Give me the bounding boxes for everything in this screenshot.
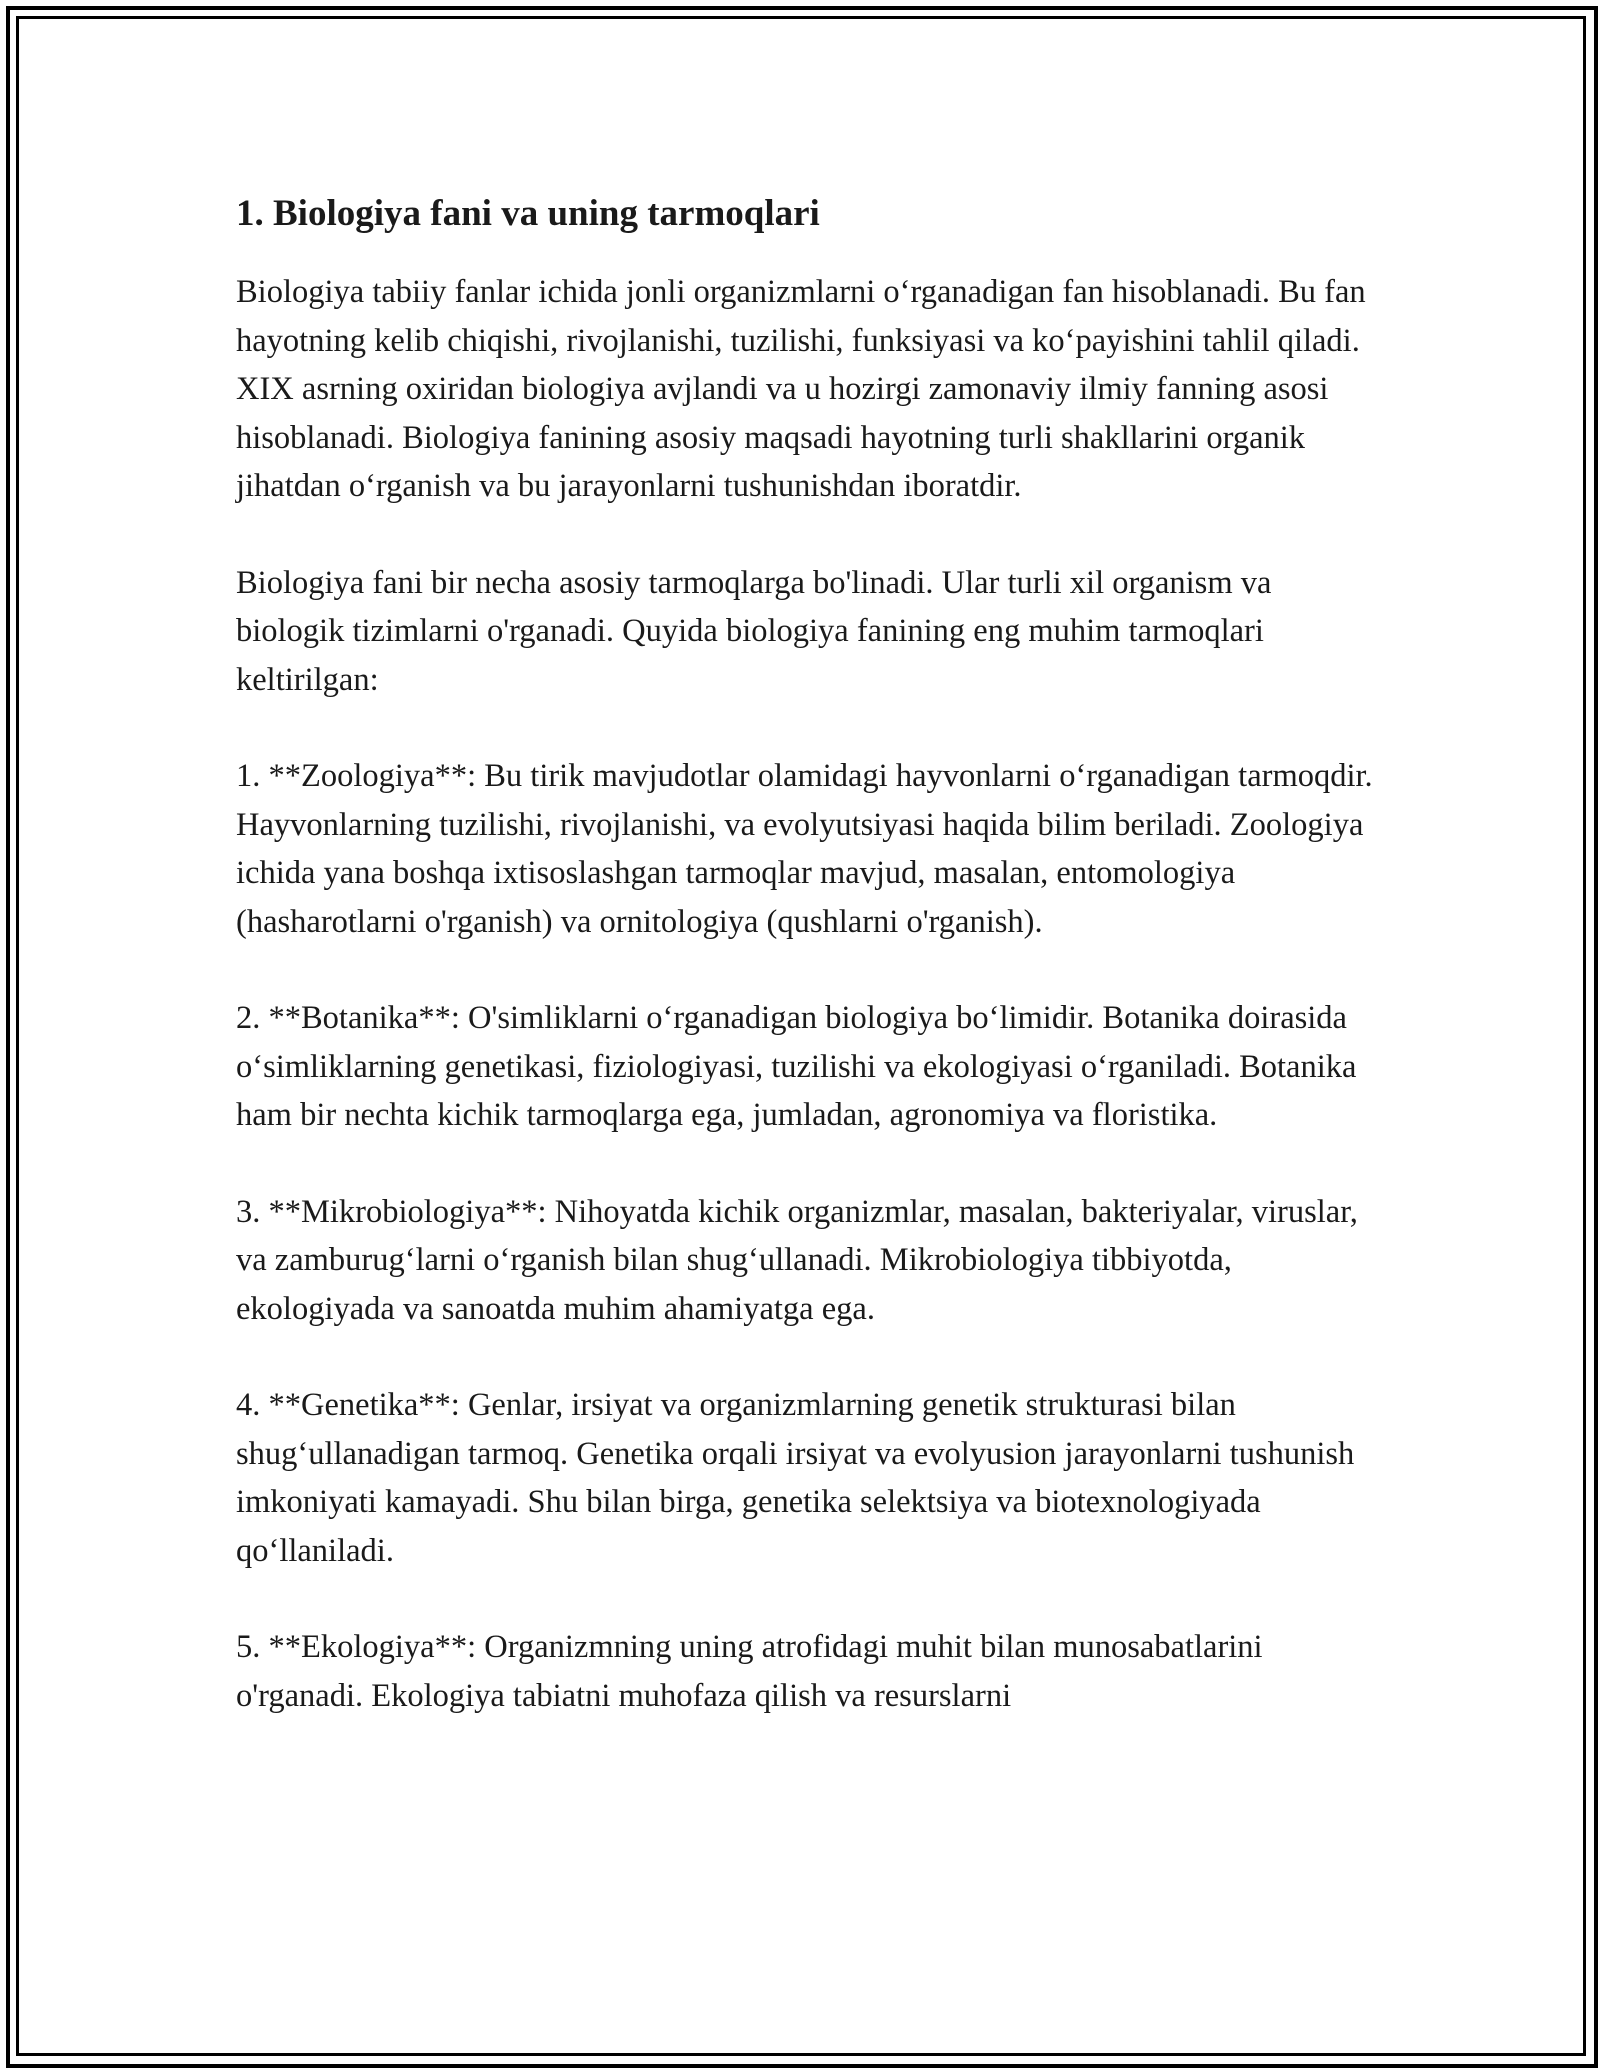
list-item-ekologiya: 5. **Ekologiya**: Organizmning uning atrofidagi muhit bilan munosabatlarini o'rganadi. Ekologiya tabiatni muhofaza qilish va resurslarni [236,1629,1263,1714]
paragraph-branches-overview: Biologiya fani bir necha asosiy tarmoqlarga bo'linadi. Ular turli xil organism va biologik tizimlarni o'rganadi. Quyida biologiya fanining eng muhim tarmoqlari keltirilgan: [236,564,1272,698]
document-title: 1. Biologiya fani va uning tarmoqlari [236,193,820,234]
list-item-mikrobiologiya: 3. **Mikrobiologiya**: Nihoyatda kichik organizmlar, masalan, bakteriyalar, viruslar, va zamburug‘larni o‘rganish bilan shug‘ullanadi. Mikrobiologiya tibbiyotda, ekologiyada va sanoatda muhim ahamiyatga ega. [236,1193,1358,1327]
list-item-botanika: 2. **Botanika**: O'simliklarni o‘rganadigan biologiya bo‘limidir. Botanika doirasida o‘simliklarning genetikasi, fiziologiyasi, tuzilishi va ekologiyasi o‘rganiladi. Botanika ham bir nechta kichik tarmoqlarga ega, jumladan, agronomiya va floristika. [236,1000,1357,1133]
list-item-genetika: 4. **Genetika**: Genlar, irsiyat va organizmlarning genetik strukturasi bilan shug‘ullanadigan tarmoq. Genetika orqali irsiyat va evolyusion jarayonlarni tushunish imkoniyati kamayadi. Shu bilan birga, genetika selektsiya va biotexnologiyada qo‘llaniladi. [236,1387,1355,1569]
paragraph-intro: Biologiya tabiiy fanlar ichida jonli organizmlarni o‘rganadigan fan hisoblanadi. Bu fan hayotning kelib chiqishi, rivojlanishi, tuzilishi, funksiyasi va ko‘payishini tahlil qiladi. XIX asrning oxiridan biologiya avjlandi va u hozirgi zamonaviy ilmiy fanning asosi hisoblanadi. Biologiya fanining asosiy maqsadi hayotning turli shakllarini organik jihatdan o‘rganish va bu jarayonlarni tushunishdan iboratdir. [236,274,1366,504]
document-body [236,184,1386,1768]
list-item-zoologiya: 1. **Zoologiya**: Bu tirik mavjudotlar olamidagi hayvonlarni o‘rganadigan tarmoqdir. Hayvonlarning tuzilishi, rivojlanishi, va evolyutsiyasi haqida bilim beriladi. Zoologiya ichida yana boshqa ixtisoslashgan tarmoqlar mavjud, masalan, entomologiya (hasharotlarni o'rganish) va ornitologiya (qushlarni o'rganish). [236,758,1373,940]
